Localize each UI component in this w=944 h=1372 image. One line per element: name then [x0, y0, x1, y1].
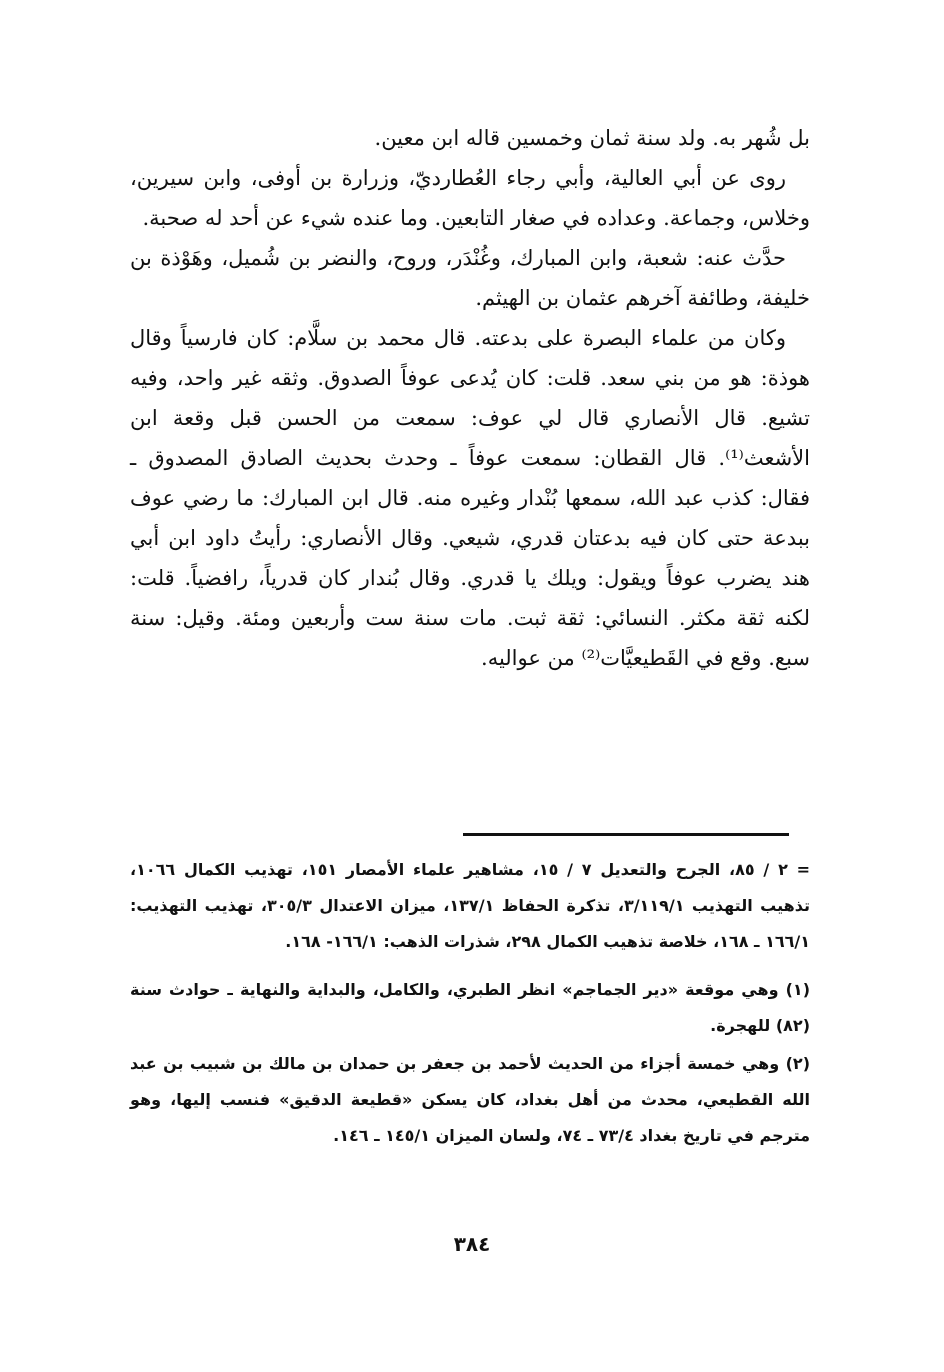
footnote-2: (٢) وهي خمسة أجزاء من الحديث لأحمد بن جعفر بن حمدان بن مالك بن شبيب بن عبد الله القطيعي، محدث من أهل بغداد، كان يسكن «قطيعة الدقيق» فنسب إليها، وهو مترجم في تاريخ بغداد ٧٣/٤ ـ ٧٤، ولسان الميزان ١٤٥/١ ـ ١٤٦.	[130, 1054, 810, 1145]
footnote-1: (١) وهي موقعة «دير الجماجم» انظر الطبري، والكامل، والبداية والنهاية ـ حوادث سنة (٨٢) للهجرة.	[130, 980, 810, 1035]
main-paragraph-1: بل شُهر به. ولد سنة ثمان وخمسين قاله ابن معين.	[374, 126, 810, 150]
footnotes	[130, 852, 810, 1154]
footnote-continuation: = ٢ / ٨٥، الجرح والتعديل ٧ / ١٥، مشاهير علماء الأمصار ١٥١، تهذيب الكمال ١٠٦٦، تذهيب التهذيب ٣/١١٩/١، تذكرة الحفاظ ١٣٧/١، ميزان الاعتدال ٣٠٥/٣، تهذيب التهذيب: ١٦٦/١ ـ ١٦٨، خلاصة تذهيب الكمال ٢٩٨، شذرات الذهب: ١٦٦/١- ١٦٨.	[130, 860, 811, 951]
main-text	[130, 118, 810, 678]
main-paragraph-3: حدَّث عنه: شعبة، وابن المبارك، وغُنْدَر، وروح، والنضر بن شُميل، وهَوْذة بن خليفة، وطائفة آخرهم عثمان بن الهيثم.	[130, 246, 810, 310]
footnote-separator	[463, 833, 789, 836]
page-number: ٣٨٤	[453, 1232, 491, 1256]
main-paragraph-4: وكان من علماء البصرة على بدعته. قال محمد بن سلَّام: كان فارسياً وقال هوذة: هو من بني سعد. قلت: كان يُدعى عوفاً الصدوق. وثقه غير واحد، وفيه تشيع. قال الأنصاري قال لي عوف: سمعت من الحسن قبل وقعة ابن الأشعث⁽¹⁾. قال القطان: سمعت عوفاً ـ وحدث بحديث الصادق المصدوق ـ فقال: كذب عبد الله، سمعها بُنْدار وغيره منه. قال ابن المبارك: ما رضي عوف ببدعة حتى كان فيه بدعتان قدري، شيعي. وقال الأنصاري: رأيتُ داود ابن أبي هند يضرب عوفاً ويقول: ويلك يا قدري. وقال بُندار كان قدرياً، رافضياً. قلت: لكنه ثقة مكثر. النسائي: ثقة ثبت. مات سنة ست وأربعين ومئة. وقيل: سنة سبع. وقع في القَطيعيَّات⁽²⁾ من عواليه.	[130, 326, 810, 670]
main-paragraph-2: روى عن أبي العالية، وأبي رجاء العُطارديّ، وزرارة بن أوفى، وابن سيرين، وخلاس، وجماعة. وعداده في صغار التابعين. وما عنده شيء عن أحد له صحبة.	[130, 166, 810, 230]
